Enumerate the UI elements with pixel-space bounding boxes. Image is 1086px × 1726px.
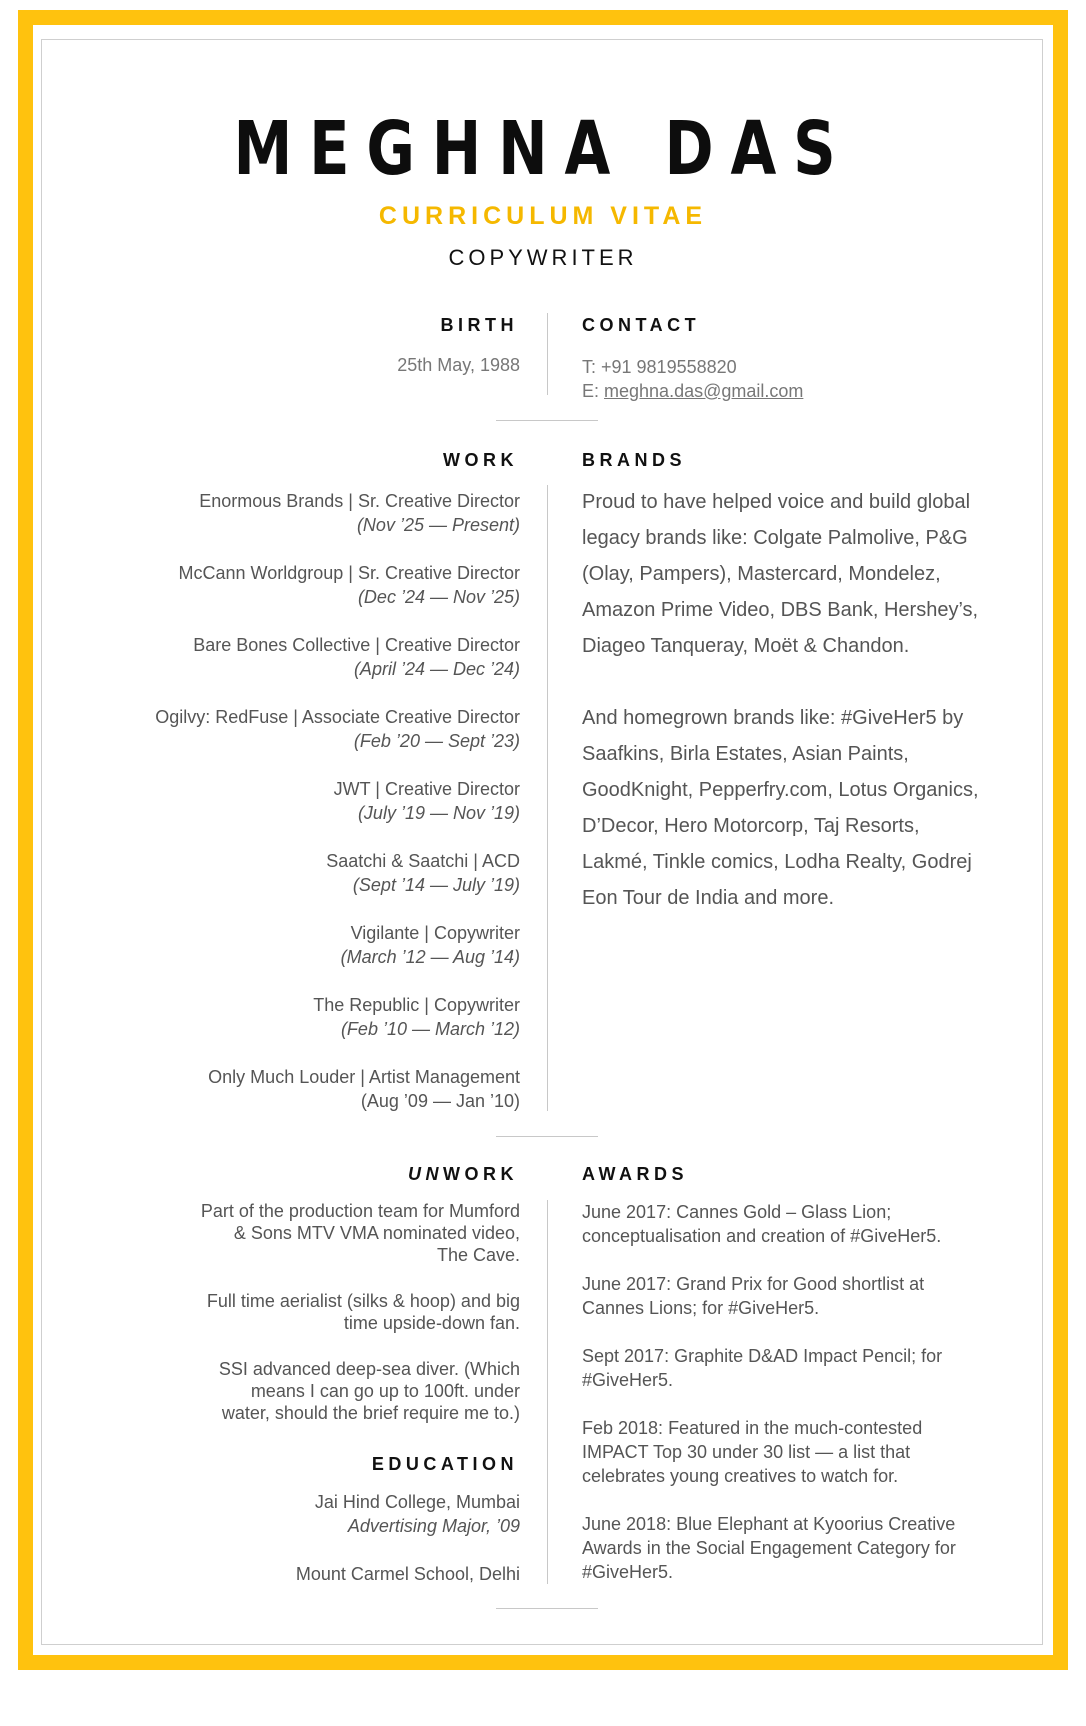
unwork-item: SSI advanced deep-sea diver. (Which means I can go up to 100ft. under water, should the brief require me to.)	[218, 1359, 520, 1423]
education-item: Mount Carmel School, Delhi	[295, 1564, 520, 1584]
work-heading: WORK	[443, 450, 518, 470]
brands-global: Proud to have helped voice and build global legacy brands like: Colgate Palmolive, P&G (Olay, Pampers), Mastercard, Mondelez, Amazon Prime Video, DBS Bank, Hershey’s, Diageo Tanqueray, Moët & Chandon.	[582, 491, 979, 657]
divider-horizontal-1	[496, 420, 598, 421]
brands-text	[582, 484, 982, 916]
unwork-item: Part of the production team for Mumford & Sons MTV VMA nominated video, The Cave.	[200, 1201, 520, 1265]
birth-date: 25th May, 1988	[397, 355, 520, 375]
award-item: June 2017: Grand Prix for Good shortlist at Cannes Lions; for #GiveHer5.	[582, 1274, 925, 1318]
divider-horizontal-2	[496, 1136, 598, 1137]
work-item: Saatchi & Saatchi | ACD (Sept ’14 — July ’19)	[326, 851, 520, 895]
education-heading: EDUCATION	[371, 1454, 518, 1474]
award-item: Feb 2018: Featured in the much-contested IMPACT Top 30 under 30 list — a list that celebrates young creatives to watch for.	[582, 1418, 923, 1486]
brands-heading: BRANDS	[582, 450, 687, 470]
brands-homegrown: And homegrown brands like: #GiveHer5 by Saafkins, Birla Estates, Asian Paints, GoodKnight, Pepperfry.com, Lotus Organics, D’Decor, Hero Motorcorp, Taj Resorts, Lakmé, Tinkle comics, Lodha Realty, Godrej Eon Tour de India and more.	[582, 707, 979, 909]
contact-email-link[interactable]: meghna.das@gmail.com	[604, 381, 804, 401]
candidate-name: MEGHNA DAS	[233, 106, 853, 192]
work-list	[155, 489, 520, 1137]
education-list	[296, 1490, 520, 1586]
divider-vertical-middle	[547, 485, 548, 1111]
divider-horizontal-3	[496, 1608, 598, 1609]
unwork-heading: UNWORK	[408, 1164, 518, 1184]
awards-list	[582, 1200, 982, 1584]
contact-email-row: E: meghna.das@gmail.com	[582, 381, 804, 401]
education-item: Jai Hind College, Mumbai Advertising Major, ’09	[314, 1492, 520, 1536]
job-role: COPYWRITER	[448, 245, 638, 270]
unwork-item: Full time aerialist (silks & hoop) and big time upside-down fan.	[206, 1291, 520, 1333]
birth-heading: BIRTH	[440, 315, 518, 335]
work-item: Bare Bones Collective | Creative Director (April ’24 — Dec ’24)	[193, 635, 520, 679]
award-item: Sept 2017: Graphite D&AD Impact Pencil; for #GiveHer5.	[582, 1346, 943, 1390]
contact-heading: CONTACT	[582, 315, 701, 335]
divider-vertical-bottom	[547, 1200, 548, 1584]
award-item: June 2017: Cannes Gold – Glass Lion; conceptualisation and creation of #GiveHer5.	[582, 1202, 942, 1246]
work-item: McCann Worldgroup | Sr. Creative Director (Dec ’24 — Nov ’25)	[178, 563, 520, 607]
award-item: June 2018: Blue Elephant at Kyoorius Creative Awards in the Social Engagement Category for #GiveHer5.	[582, 1514, 956, 1582]
document-subtitle: CURRICULUM VITAE	[378, 202, 708, 230]
work-item: Only Much Louder | Artist Management (Aug ’09 — Jan ’10)	[208, 1067, 520, 1111]
contact-phone: T: +91 9819558820	[582, 357, 737, 377]
awards-heading: AWARDS	[582, 1164, 689, 1184]
divider-vertical-top	[547, 313, 548, 395]
contact-details	[582, 355, 803, 403]
unwork-list	[200, 1200, 520, 1424]
work-item: Ogilvy: RedFuse | Associate Creative Director (Feb ’20 — Sept ’23)	[155, 707, 520, 751]
work-item: The Republic | Copywriter (Feb ’10 — March ’12)	[313, 995, 520, 1039]
work-item: JWT | Creative Director (July ’19 — Nov ’19)	[333, 779, 520, 823]
work-item: Vigilante | Copywriter (March ’12 — Aug ’14)	[340, 923, 520, 967]
work-item: Enormous Brands | Sr. Creative Director (Nov ’25 — Present)	[199, 491, 520, 535]
